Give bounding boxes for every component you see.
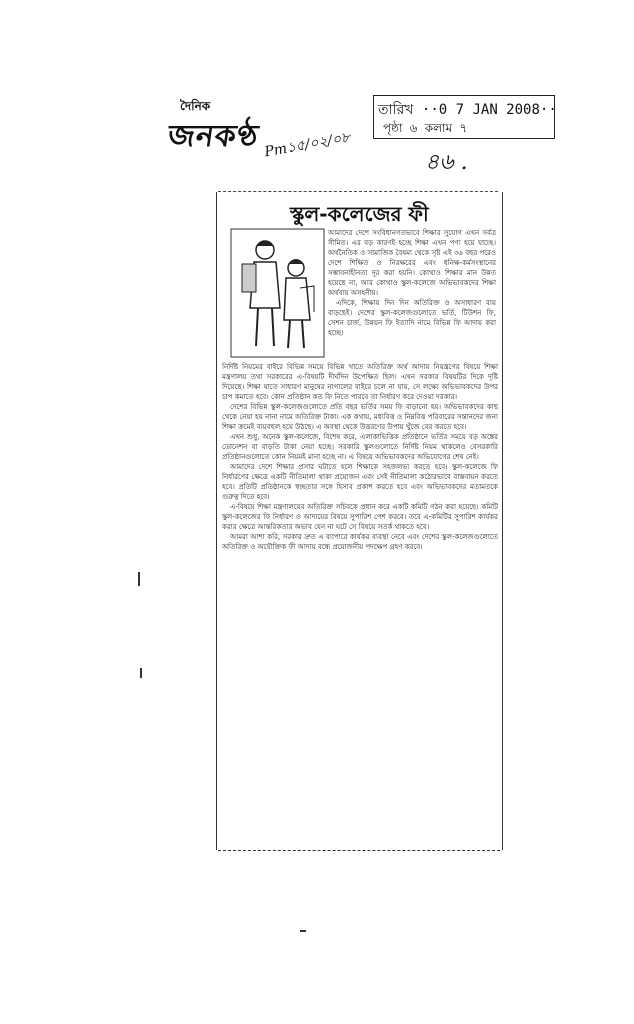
stamp-date: তারিখ ··0 7 JAN 2008·· — [378, 102, 557, 118]
clipping-bottom-edge — [218, 850, 500, 851]
stamp-page-column: পৃষ্ঠা ৬ কলাম ৭ — [383, 121, 468, 135]
article-intro-column — [328, 228, 496, 338]
body-paragraph: দেশের বিভিন্ন স্কুল-কলেজগুলোতে প্রতি বছর ভর্তির সময় ফি বাড়ানো হয়। অভিভাবকদের কাছ থেকে নেয়া হয় নানা নামে অতিরিক্ত টাকা। এক কথায়, মধ্যবিত্ত ও নিম্নবিত্ত পরিবারের সন্তানদের জন্য শিক্ষা ক্রমেই ব্যয়বহুল হয়ে উঠছে। এ অবস্থা থেকে উত্তরণের উপায় খুঁজে বের করতে হবে। — [222, 403, 498, 431]
body-paragraph: এ-বিষয়ে শিক্ষা মন্ত্রণালয়ের অতিরিক্ত সচিবকে প্রধান করে একটি কমিটি গঠন করা হয়েছে। কমিটি স্কুল-কলেজের ফি নির্ধারণ ও আদায়ের বিষয়ে সুপারিশ পেশ করবে। তবে এ-কমিটির সুপারিশ কার্যকর করার ক্ষেত্রে আন্তরিকতার অভাব যেন না ঘটে সে বিষয়ে সতর্ক থাকতে হবে। — [222, 503, 498, 531]
margin-mark — [138, 572, 140, 586]
scan-mark — [300, 930, 306, 932]
handwritten-note: Pm১৫/০২/০৮ — [263, 129, 352, 161]
newspaper-name: জনকণ্ঠ — [165, 119, 262, 154]
article-body — [222, 362, 498, 552]
handwritten-number: ৪৬ . — [425, 150, 468, 175]
body-paragraph: এখন শুধু, অনেক স্কুল-কলেজে, বিশেষ করে, এলাকাভিত্তিক প্রতিষ্ঠানে ভর্তির সময়ে বড় অঙ্কের ডোনেশন বা বাড়তি টাকা নেয়া হচ্ছে। সরকারি স্কুলগুলোতে নির্দিষ্ট নিয়ম থাকলেও বেসরকারি প্রতিষ্ঠানগুলোতে কোন নিয়মই মানা হচ্ছে না। এ বিষয়ে অভিভাবকদের অভিযোগের শেষ নেই। — [222, 433, 498, 461]
clipping-top-edge — [218, 191, 498, 192]
newspaper-label: দৈনিক — [180, 99, 211, 113]
students-illustration — [230, 228, 325, 358]
body-paragraph: আমাদের দেশে শিক্ষার প্রসার ঘটাতে হলে শিক্ষাকে সহজলভ্য করতে হবে। স্কুল-কলেজে ফি নির্ধারণের ক্ষেত্রে একটি নীতিমালা থাকা প্রয়োজন এবং সেই নীতিমালা কঠোরভাবে বাস্তবায়ন করতে হবে। প্রতিটি প্রতিষ্ঠানকে স্বচ্ছতার সঙ্গে হিসাব প্রকাশ করতে হবে এবং অভিভাবকদের মতামতকে গুরুত্ব দিতে হবে। — [222, 463, 498, 501]
body-paragraph: নির্দিষ্ট নিয়মের বাইরে বিভিন্ন সময়ে বিভিন্ন খাতে অতিরিক্ত অর্থ আদায় নিয়ন্ত্রণের বিষয়ে শিক্ষা মন্ত্রণালয় তথা সরকারের এ-বিষয়টি দীর্ঘদিন উপেক্ষিত ছিল। এখন সরকার বিষয়টির দিকে দৃষ্টি দিয়েছে। শিক্ষা যাতে সাধারণ মানুষের নাগালের বাইরে চলে না যায়, সে লক্ষ্যে অভিভাবকদের উপর চাপ কমাতে হবে। কোন প্রতিষ্ঠান কত ফি নিতে পারবে তা নির্ধারণ করে দেওয়া দরকার। — [222, 363, 498, 401]
intro-paragraph: আমাদের দেশে সংবিধানগতভাবে শিক্ষার সুযোগ এখন সর্বত্র সীমিত। এর বড় কারণই হচ্ছে শিক্ষা এখন পণ্য হয়ে যাচ্ছে। অর্থনৈতিক ও সামাজিক বৈষম্য থেকে সৃষ্ট এই ৩৬ বছর পরেও দেশে শিক্ষিত ও নিরক্ষরের এবং ধনিক্ষ-কর্মসংস্থানের সম্ভাবনাহীনতা দূর করা হয়নি। কোথাও শিক্ষার মান উন্নত হয়েছে না, আর কোথাও স্কুল-কলেজে অভিভাবকদের শিক্ষা অর্থব্যয় অসহনীয়। — [328, 229, 496, 297]
intro-paragraph: এদিকে, শিক্ষায় দিন দিন অতিরিক্ত ও অসাধারণ ব্যয় বাড়ছেই। দেশের স্কুল-কলেজগুলোতে ভর্তি, টিউশন ফি, সেশন চার্জ, উন্নয়ন ফি ইত্যাদি নামে বিভিন্ন ফি আদায় করা হচ্ছে। — [328, 299, 496, 337]
article-headline: স্কুল-কলেজের ফী — [290, 202, 429, 226]
margin-mark — [140, 668, 142, 678]
body-paragraph: আমরা আশা করি, সরকার দ্রুত এ ব্যাপারে কার্যকর ব্যবস্থা নেবে এবং দেশের স্কুল-কলেজগুলোতে অতিরিক্ত ও অযৌক্তিক ফী আদায় বন্ধে প্রয়োজনীয় পদক্ষেপ গ্রহণ করবে। — [222, 533, 498, 551]
